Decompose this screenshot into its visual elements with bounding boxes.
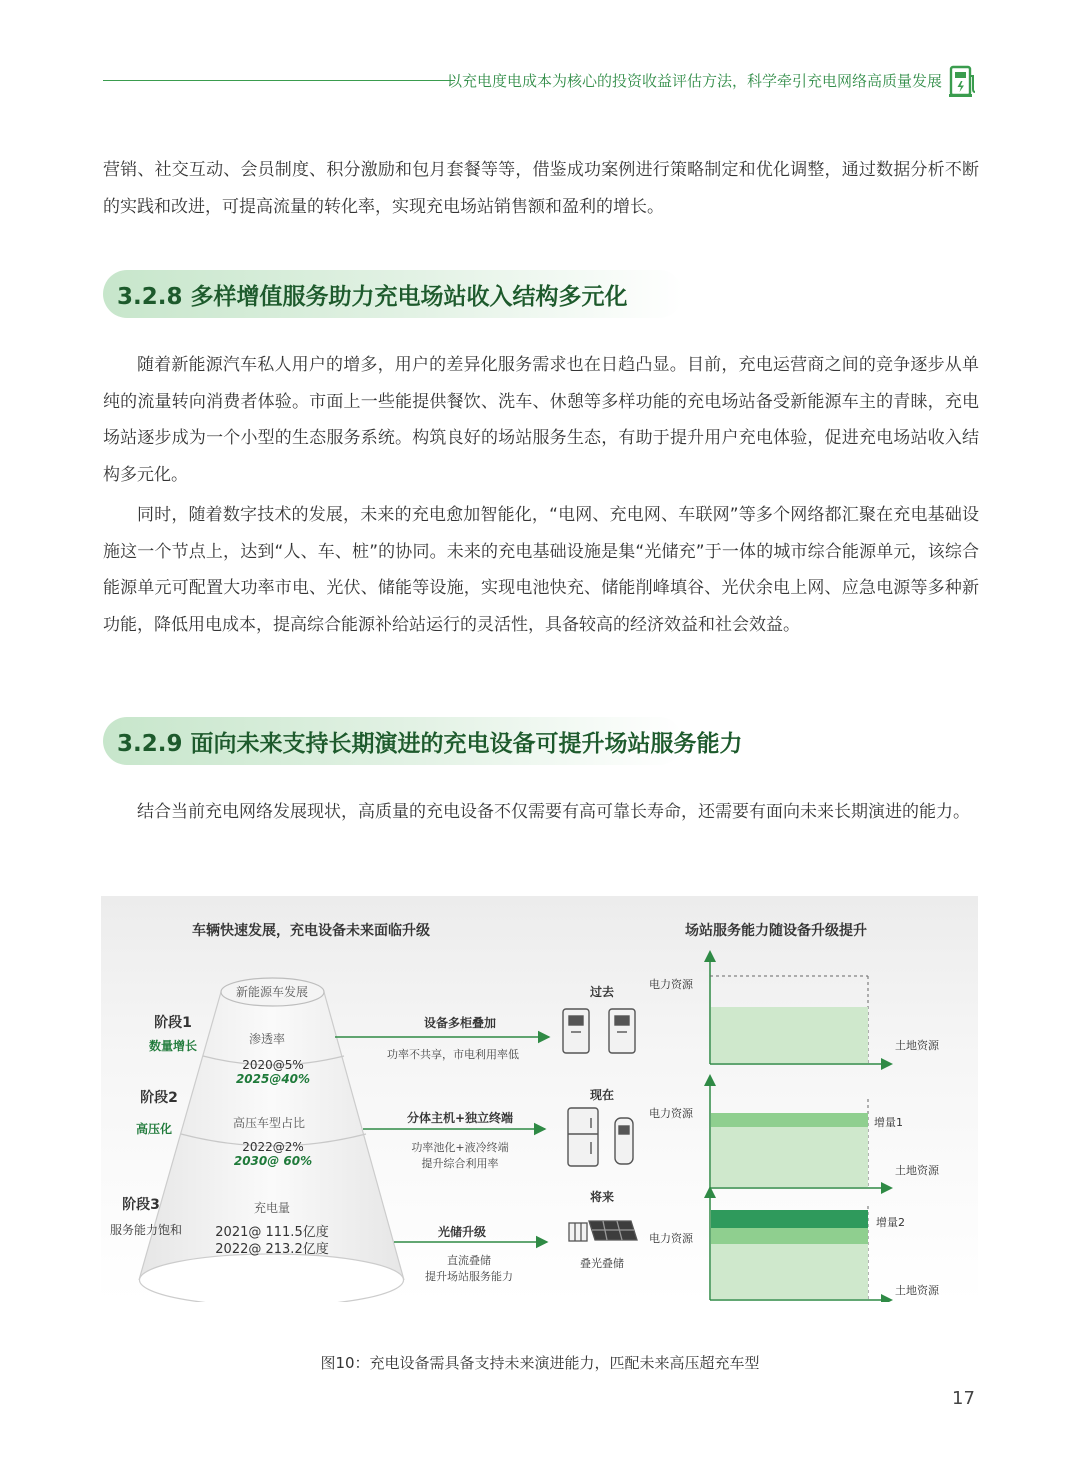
- increment-1-area: [711, 1113, 868, 1127]
- section-title: 3.2.9 面向未来支持长期演进的充电设备可提升场站服务能力: [117, 731, 743, 757]
- resource-chart-past: [710, 956, 887, 1064]
- resource-chart-future: [710, 1192, 887, 1300]
- arrow-note: 功率不共享，市电利用率低: [387, 1048, 519, 1061]
- arrow-note: 功率池化+液冷终端: [411, 1141, 509, 1154]
- header-title: 以充电度电成本为核心的投资收益评估方法，科学牵引充电网络高质量发展: [446, 72, 942, 90]
- stage-value: 2020@5%: [242, 1058, 304, 1072]
- resource-chart-present: [710, 1080, 887, 1188]
- era-label: 现在: [589, 1088, 615, 1102]
- section-328-paragraph-1: 随着新能源汽车私人用户的增多，用户的差异化服务需求也在日趋凸显。目前，充电运营商之间的竞争逐步从单纯的流量转向消费者体验。市面上一些能提供餐饮、洗车、休憩等多样功能的充电场站备受新能源车主的青睐，充电场站逐步成为一个小型的生态服务系统。构筑良好的场站服务生态，有助于提升用户充电体验，促进充电场站收入结构多元化。: [103, 355, 979, 485]
- stage-value: 2021@ 111.5亿度: [215, 1225, 329, 1240]
- solar-storage-icon: [569, 1221, 637, 1241]
- stage-tag: 服务能力饱和: [109, 1223, 183, 1237]
- x-axis-label: 土地资源: [895, 1164, 939, 1177]
- section-heading-328: [103, 270, 683, 318]
- increment-1-area: [711, 1228, 868, 1244]
- header-rule: [103, 80, 455, 81]
- stage-metric: 渗透率: [248, 1032, 286, 1046]
- split-charger-icon: [568, 1108, 633, 1166]
- stage-name: 阶段2: [140, 1090, 178, 1106]
- increment-2-area: [711, 1210, 868, 1228]
- figure-left-title: 车辆快速发展，充电设备未来面临升级: [192, 923, 430, 939]
- base-capacity-area: [711, 1244, 868, 1299]
- stage-tag: 数量增长: [148, 1039, 198, 1053]
- arrow-title: 光储升级: [437, 1225, 487, 1239]
- y-axis-label: 电力资源: [649, 978, 693, 991]
- y-axis-label: 电力资源: [649, 1107, 693, 1120]
- device-label: 叠光叠储: [580, 1257, 624, 1270]
- era-label: 过去: [589, 985, 615, 999]
- figure-right-title: 场站服务能力随设备升级提升: [685, 923, 867, 939]
- arrow-title: 设备多柜叠加: [423, 1016, 497, 1030]
- increment-label: 增量2: [876, 1216, 905, 1229]
- charger-cabinet-icon: [563, 1009, 635, 1053]
- stage-name: 阶段1: [154, 1015, 192, 1031]
- stage-metric: 充电量: [253, 1201, 291, 1215]
- stage-value: 2022@ 213.2亿度: [215, 1242, 329, 1257]
- base-capacity-area: [711, 1007, 868, 1063]
- x-axis-label: 土地资源: [895, 1284, 939, 1297]
- arrow-note: 提升综合利用率: [421, 1157, 499, 1170]
- stage-name: 阶段3: [122, 1197, 160, 1213]
- section-329-paragraph-1: 结合当前充电网络发展现状，高质量的充电设备不仅需要有高可靠长寿命，还需要有面向未来长期演进的能力。: [137, 802, 970, 822]
- x-axis-label: 土地资源: [895, 1039, 939, 1052]
- arrow-title: 分体主机+独立终端: [406, 1111, 514, 1125]
- cone-top-label: 新能源车发展: [235, 985, 309, 999]
- era-label: 将来: [589, 1190, 615, 1204]
- section-328-paragraph-2: 同时，随着数字技术的发展，未来的充电愈加智能化，“电网、充电网、车联网”等多个网络都汇聚在充电基础设施这一个节点上，达到“人、车、桩”的协同。未来的充电基础设施是集“光储充”于一体的城市综合能源单元，该综合能源单元可配置大功率市电、光伏、储能等设施，实现电池快充、储能削峰填谷、光伏余电上网、应急电源等多种新功能，降低用电成本，提高综合能源补给站运行的灵活性，具备较高的经济效益和社会效益。: [103, 505, 979, 635]
- stage-tag: 高压化: [135, 1122, 173, 1136]
- increment-label: 增量1: [874, 1116, 903, 1129]
- stage-value-highlight: 2030@ 60%: [233, 1154, 313, 1168]
- stage-value: 2022@2%: [242, 1140, 304, 1154]
- stage-value-highlight: 2025@40%: [235, 1072, 311, 1086]
- figure-caption: 图10：充电设备需具备支持未来演进能力，匹配未来高压超充车型: [320, 1354, 760, 1372]
- charger-icon: [948, 64, 978, 98]
- y-axis-label: 电力资源: [649, 1232, 693, 1245]
- section-title: 3.2.8 多样增值服务助力充电场站收入结构多元化: [117, 284, 628, 310]
- arrow-note: 提升场站服务能力: [425, 1270, 513, 1283]
- stage-metric: 高压车型占比: [232, 1116, 306, 1130]
- intro-paragraph: 营销、社交互动、会员制度、积分激励和包月套餐等等，借鉴成功案例进行策略制定和优化调整，通过数据分析不断的实践和改进，可提高流量的转化率，实现充电场站销售额和盈利的增长。: [103, 160, 979, 217]
- arrow-note: 直流叠储: [447, 1254, 491, 1267]
- figure-10: [101, 896, 978, 1302]
- page-number: 17: [952, 1388, 975, 1409]
- base-capacity-area: [711, 1127, 868, 1187]
- section-heading-329: [103, 717, 743, 765]
